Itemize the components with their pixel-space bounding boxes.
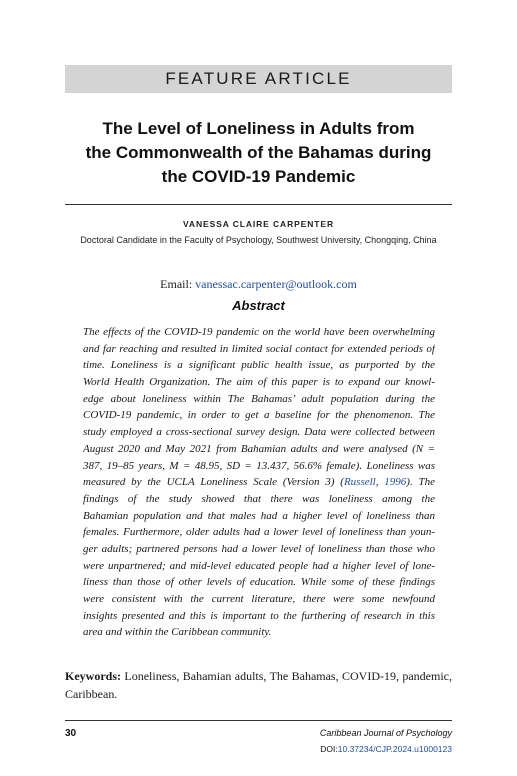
abstract-line: findings of the study showed that there was loneliness among the <box>83 492 435 505</box>
abstract-line: females. Furthermore, older adults had a lower level of loneliness than youn- <box>83 526 435 539</box>
doi-link[interactable]: 10.37234/CJP.2024.u1000123 <box>337 744 452 754</box>
footer-divider <box>65 720 452 721</box>
banner-label: FEATURE ARTICLE <box>165 69 352 88</box>
abstract-line-text: measured by the UCLA Loneliness Scale (Version 3) ( <box>83 476 344 489</box>
citation-author-link[interactable]: Russell <box>343 476 376 489</box>
doi-label: DOI: <box>320 744 338 754</box>
keywords-line: Caribbean. <box>65 687 118 701</box>
abstract-line: The effects of the COVID-19 pandemic on the world have been overwhelming <box>83 326 435 338</box>
abstract-heading: Abstract <box>232 298 285 313</box>
citation-year-link[interactable]: 1996 <box>384 476 407 489</box>
keywords-line <box>65 667 452 685</box>
keywords <box>65 667 452 703</box>
page-number: 30 <box>65 728 77 739</box>
abstract-line: and far reaching and resulted in limited social contact for extended periods of <box>83 342 435 355</box>
abstract-line: study employed a cross-sectional survey design. Data were collected between <box>83 426 435 439</box>
doi <box>252 744 452 754</box>
abstract-line: August 2020 and May 2021 from Bahamian adults and were analysed (N = <box>83 442 435 455</box>
email-link[interactable]: vanessac.carpenter@outlook.com <box>195 277 357 291</box>
title-divider <box>65 204 452 205</box>
journal-name: Caribbean Journal of Psychology <box>319 728 452 738</box>
abstract-line: World Health Organization. The aim of this paper is to expand our knowl- <box>83 376 435 389</box>
title-line: the Commonwealth of the Bahamas during <box>85 143 432 162</box>
abstract-line: time. Loneliness is a significant public health issue, as purported by the <box>83 359 435 372</box>
citation-separator: , <box>375 476 385 489</box>
author-affiliation: Doctoral Candidate in the Faculty of Psychology, Southwest University, Chongqing, China <box>80 235 437 245</box>
abstract-line-with-citation <box>83 474 435 491</box>
abstract-line: edge about loneliness within The Bahamas’ adult population during the <box>83 392 435 405</box>
email-label: Email: <box>160 277 196 291</box>
author-name: VANESSA CLAIRE CARPENTER <box>182 219 334 229</box>
abstract-line: insights presented and this is important to the furthering of research in this <box>83 609 435 622</box>
abstract-line: Bahamian population and that males had a higher level of loneliness than <box>83 509 435 522</box>
abstract-body <box>83 324 435 641</box>
author-email <box>65 277 452 292</box>
abstract-line: were unpartnered; and mid-level educated people had a higher level of lone- <box>83 559 435 572</box>
abstract-line: ger adults; partnered persons had a lower level of loneliness than those who <box>83 542 435 555</box>
citation-close: ). The <box>406 476 435 489</box>
abstract-line: 387, 19–85 years, M = 48.95, SD = 13.437, 56.6% female). Loneliness was <box>83 459 435 472</box>
title-line: the COVID-19 Pandemic <box>161 167 356 186</box>
abstract-line: liness than those of other levels of education. While some of these findings <box>83 576 435 589</box>
feature-article-banner <box>65 65 452 93</box>
abstract-line: were consistent with the current literature, there were some newfound <box>83 593 435 605</box>
title-line: The Level of Loneliness in Adults from <box>102 119 415 138</box>
keywords-label: Keywords: <box>65 669 121 683</box>
abstract-line: COVID-19 pandemic, in order to get a baseline for the phenomenon. The <box>83 409 435 422</box>
article-title <box>65 117 452 189</box>
abstract-line: area and within the Caribbean community. <box>83 626 272 639</box>
keywords-list: Loneliness, Bahamian adults, The Bahamas, COVID-19, pandemic, <box>121 669 452 683</box>
